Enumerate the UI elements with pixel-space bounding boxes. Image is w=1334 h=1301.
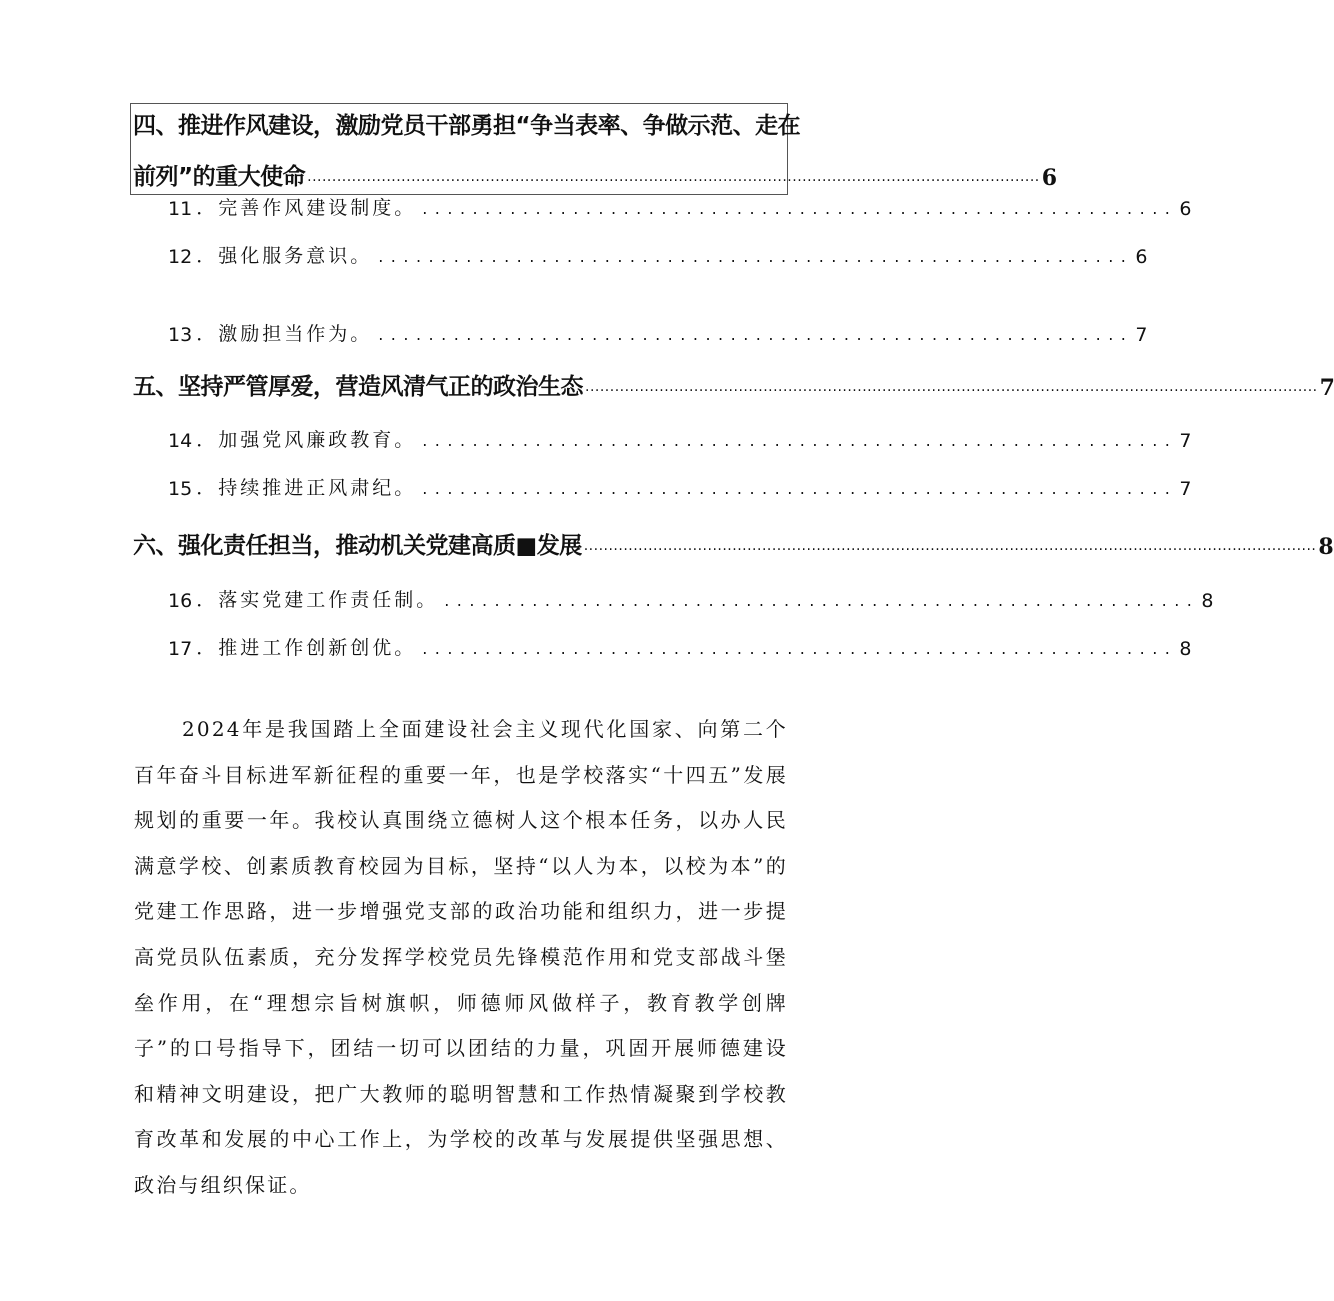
toc-section-4-line1[interactable] (133, 100, 801, 140)
toc-leader-dots: ............................................................ (444, 591, 1200, 610)
toc-leader-dots: ............................................................ (422, 199, 1178, 218)
toc-page-number: 7 (1179, 478, 1192, 500)
toc-leader-dots: ............................................................ (422, 639, 1178, 658)
toc-leader-dots: .................................................................................................................................................... (307, 169, 1040, 185)
toc-section-4-title-line2: 前列”的重大使命 (133, 164, 306, 190)
toc-page-number: 7 (1135, 324, 1148, 346)
toc-section-6-title: 六、强化责任担当，推动机关党建高质■发展 (133, 533, 582, 559)
toc-item-title: ．持续推进正风肃纪。 (196, 477, 417, 499)
toc-item-number: 15 (168, 478, 193, 500)
toc-item-number: 11 (168, 198, 193, 220)
toc-item-number: 12 (168, 246, 193, 268)
toc-item-16[interactable] (168, 578, 1214, 612)
toc-page-number: 6 (1135, 246, 1148, 268)
toc-item-12[interactable] (168, 234, 1148, 268)
toc-leader-dots: .................................................................................................................................................... (583, 538, 1317, 554)
toc-section-6[interactable] (133, 520, 1334, 560)
toc-item-number: 17 (168, 638, 193, 660)
toc-section-4-title-line1: 四、推进作风建设，激励党员干部勇担“争当表率、争做示范、走在 (133, 113, 801, 139)
toc-page-number: 7 (1179, 430, 1192, 452)
toc-page-number: 8 (1318, 534, 1334, 560)
toc-leader-dots: .................................................................................................................................................... (585, 379, 1318, 395)
toc-section-5-title: 五、坚持严管厚爱，营造风清气正的政治生态 (133, 374, 583, 400)
toc-page-number: 8 (1179, 638, 1192, 660)
toc-leader-dots: ............................................................ (378, 247, 1134, 266)
toc-leader-dots: ............................................................ (422, 431, 1178, 450)
toc-leader-dots: ............................................................ (422, 479, 1178, 498)
toc-item-14[interactable] (168, 418, 1192, 452)
toc-section-5[interactable] (133, 361, 1334, 401)
toc-section-4-line2[interactable] (133, 151, 1057, 191)
toc-item-title: ．加强党风廉政教育。 (196, 429, 417, 451)
toc-item-number: 13 (168, 324, 193, 346)
toc-item-title: ．激励担当作为。 (196, 323, 373, 345)
toc-item-11[interactable] (168, 186, 1192, 220)
toc-page-number: 6 (1041, 165, 1057, 191)
toc-item-title: ．落实党建工作责任制。 (196, 589, 439, 611)
toc-item-title: ．强化服务意识。 (196, 245, 373, 267)
toc-item-number: 14 (168, 430, 193, 452)
toc-item-title: ．完善作风建设制度。 (196, 197, 417, 219)
toc-item-13[interactable] (168, 312, 1148, 346)
toc-item-number: 16 (168, 590, 193, 612)
toc-leader-dots: ............................................................ (378, 325, 1134, 344)
toc-item-title: ．推进工作创新创优。 (196, 637, 417, 659)
toc-item-15[interactable] (168, 466, 1192, 500)
toc-item-17[interactable] (168, 626, 1192, 660)
toc-page-number: 7 (1319, 375, 1334, 401)
toc-page-number: 6 (1179, 198, 1192, 220)
toc-page-number: 8 (1201, 590, 1214, 612)
body-paragraph: 2024年是我国踏上全面建设社会主义现代化国家、向第二个百年奋斗目标进军新征程的重要一年，也是学校落实“十四五”发展规划的重要一年。我校认真围绕立德树人这个根本任务，以办人民满意学校、创素质教育校园为目标，坚持“以人为本，以校为本”的党建工作思路，进一步增强党支部的政治功能和组织力，进一步提高党员队伍素质，充分发挥学校党员先锋模范作用和党支部战斗堡垒作用，在“理想宗旨树旗帜，师德师风做样子，教育教学创牌子”的口号指导下，团结一切可以团结的力量，巩固开展师德建设和精神文明建设，把广大教师的聪明智慧和工作热情凝聚到学校教育改革和发展的中心工作上，为学校的改革与发展提供坚强思想、政治与组织保证。 (134, 717, 788, 1197)
